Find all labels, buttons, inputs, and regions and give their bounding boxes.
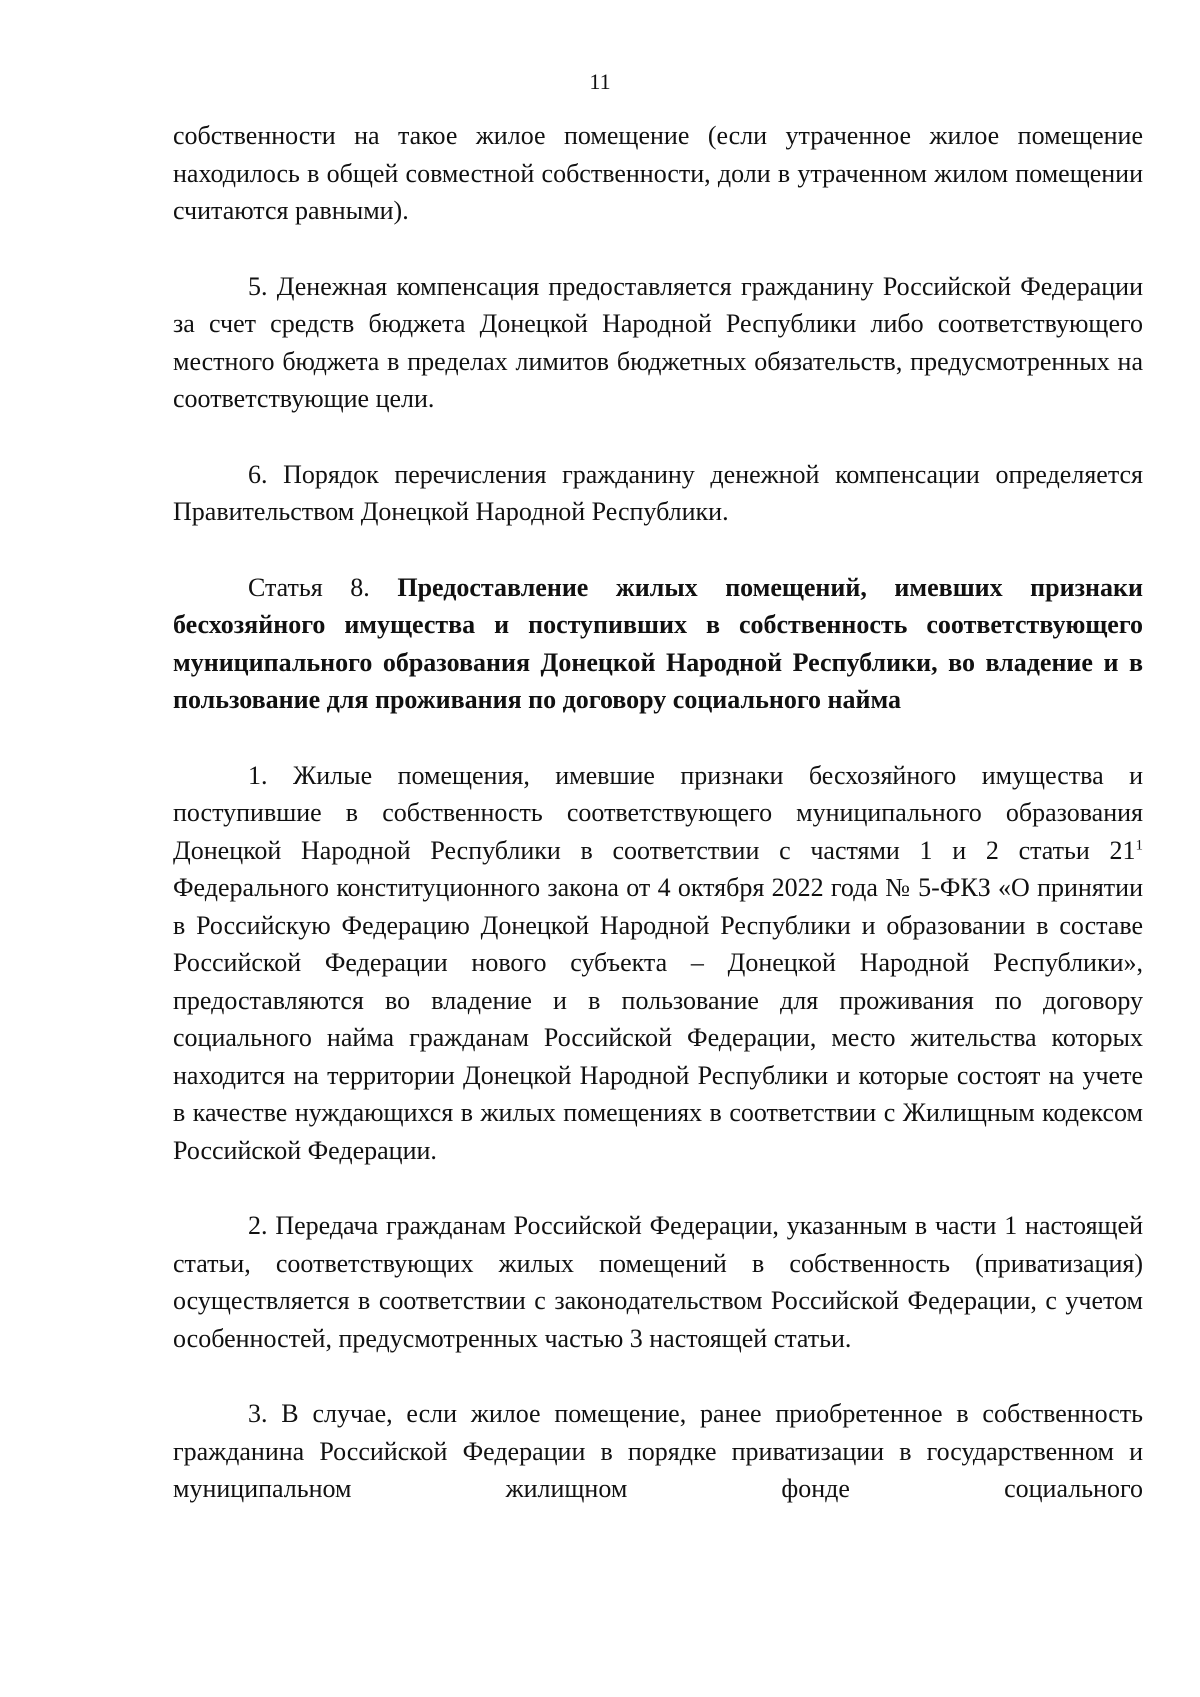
article-8-part-2: 2. Передача гражданам Российской Федерации, указанным в части 1 настоящей статьи, соответствующих жилых помещений в собственность (приватизация) осуществляется в соответствии с законодательством Российской Федерации, с учетом особенностей, предусмотренных частью 3 настоящей статьи. — [173, 1211, 1143, 1353]
part-1-text-a: 1. Жилые помещения, имевшие признаки бесхозяйного имущества и поступившие в собственность соответствующего муниципального образования Донецкой Народной Республики в соответствии с частями 1 и 2 статьи 21 — [173, 760, 1143, 865]
paragraph-6: 6. Порядок перечисления гражданину денежной компенсации определяется Правительством Донецкой Народной Республики. — [173, 459, 1143, 526]
superscript-index: 1 — [1135, 836, 1143, 853]
article-8-part-1 — [173, 757, 1143, 1170]
paragraph-5: 5. Денежная компенсация предоставляется гражданину Российской Федерации за счет средств бюджета Донецкой Народной Республики либо соответствующего местного бюджета в пределах лимитов бюджетных обязательств, предусмотренных на соответствующие цели. — [173, 271, 1143, 413]
part-1-text-b: Федерального конституционного закона от 4 октября 2022 года № 5-ФКЗ «О принятии в Российскую Федерацию Донецкой Народной Республики и образовании в составе Российской Федерации нового субъекта – Донецкой Народной Республики», предоставляются во владение и в пользование для проживания по договору социального найма гражданам Российской Федерации, место жительства которых находится на территории Донецкой Народной Республики и которые состоят на учете в качестве нуждающихся в жилых помещениях в соответствии с Жилищным кодексом Российской Федерации. — [173, 873, 1143, 1165]
article-8-heading — [173, 569, 1143, 719]
page-number: 11 — [589, 69, 611, 94]
document-body — [173, 117, 1143, 1508]
article-title: Предоставление жилых помещений, имевших признаки бесхозяйного имущества и поступивших в собственность соответствующего муниципального образования Донецкой Народной Республики, во владение и в пользование для проживания по договору социального найма — [173, 572, 1143, 714]
paragraph-continuation: собственности на такое жилое помещение (если утраченное жилое помещение находилось в общей совместной собственности, доли в утраченном жилом помещении считаются равными). — [173, 121, 1143, 225]
article-8-part-3: 3. В случае, если жилое помещение, ранее приобретенное в собственность гражданина Российской Федерации в порядке приватизации в государственном и муниципальном жилищном фонде социального — [173, 1399, 1143, 1503]
article-label: Статья 8. — [248, 572, 370, 602]
